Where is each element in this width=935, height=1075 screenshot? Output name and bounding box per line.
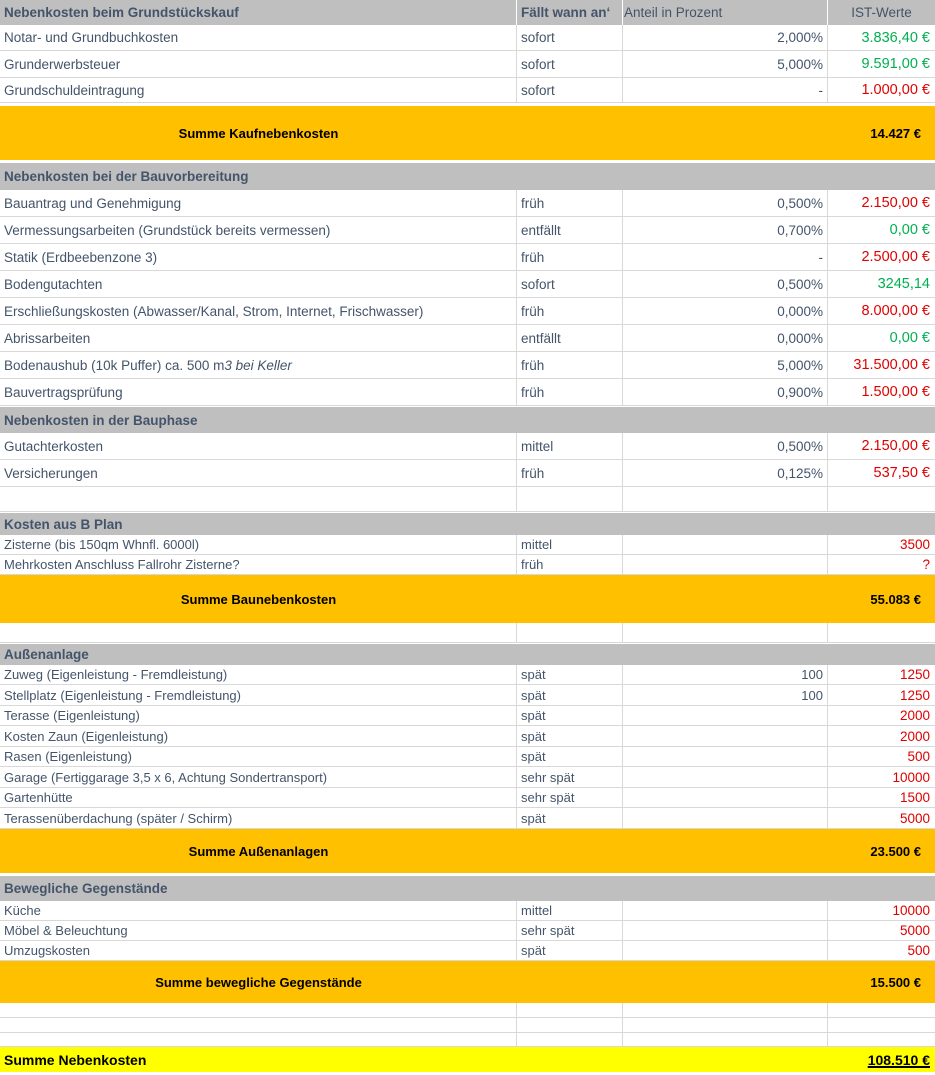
empty-cell[interactable] — [828, 1003, 935, 1017]
cell-value[interactable]: 3500 — [899, 537, 930, 552]
cell-timing[interactable]: sehr spät — [517, 921, 623, 940]
empty-cell[interactable] — [828, 623, 935, 642]
cell-label[interactable] — [0, 51, 517, 77]
cell-value[interactable]: 1.000,00 € — [861, 82, 930, 98]
summary-row — [0, 106, 935, 160]
cell-label-text: Kosten Zaun (Eigenleistung) — [4, 728, 169, 744]
empty-cell[interactable] — [0, 1033, 517, 1046]
cell-label-text: Abrissarbeiten — [4, 330, 91, 346]
summary-label[interactable]: Summe Baunebenkosten — [180, 591, 337, 607]
cell-value[interactable]: 1250 — [899, 687, 930, 703]
cell-label[interactable] — [0, 379, 517, 405]
empty-row — [0, 1018, 935, 1033]
section-title[interactable]: Außenanlage — [4, 647, 89, 662]
table-row — [0, 901, 935, 921]
cell-timing[interactable]: früh — [517, 460, 623, 486]
table-row — [0, 726, 935, 747]
empty-cell[interactable] — [828, 1018, 935, 1032]
cell-label[interactable] — [0, 190, 517, 216]
cell-label[interactable] — [0, 325, 517, 351]
cell-label-text: Grunderwerbsteuer — [4, 56, 121, 72]
column-header-row — [0, 0, 935, 25]
cell-label[interactable] — [0, 535, 517, 554]
section-header — [0, 162, 935, 190]
cell-label[interactable] — [0, 941, 517, 960]
section-header — [0, 643, 935, 665]
table-row — [0, 665, 935, 685]
table-row — [0, 941, 935, 961]
cell-label-text: Notar- und Grundbuchkosten — [4, 30, 179, 45]
grand-total-label[interactable]: Summe Nebenkosten — [4, 1051, 147, 1068]
col-header-item[interactable]: Nebenkosten beim Grundstückskauf — [0, 0, 517, 25]
cell-label-text: Statik (Erdbeebenzone 3) — [4, 249, 158, 265]
table-row — [0, 244, 935, 271]
cell-timing[interactable]: früh — [517, 379, 623, 405]
table-row — [0, 767, 935, 788]
empty-cell[interactable] — [517, 1018, 623, 1032]
table-row — [0, 685, 935, 706]
cell-label[interactable] — [0, 352, 517, 378]
cell-label[interactable] — [0, 808, 517, 828]
table-row — [0, 379, 935, 406]
cell-label[interactable] — [0, 788, 517, 807]
empty-cell[interactable] — [0, 1003, 517, 1017]
cell-label-text: Versicherungen — [4, 465, 98, 481]
summary-label[interactable]: Summe bewegliche Gegenstände — [155, 974, 362, 990]
cell-value[interactable]: 2.150,00 € — [861, 438, 930, 454]
cell-percent[interactable]: 100 — [623, 685, 828, 705]
table-row — [0, 78, 935, 103]
cell-percent[interactable] — [623, 535, 828, 554]
summary-label[interactable]: Summe Kaufnebenkosten — [178, 125, 339, 141]
cell-timing[interactable]: spät — [517, 665, 623, 684]
cell-value[interactable]: 9.591,00 € — [861, 56, 930, 72]
empty-cell[interactable] — [517, 1033, 623, 1046]
table-row — [0, 271, 935, 298]
cell-label[interactable] — [0, 433, 517, 459]
section-title[interactable]: Bewegliche Gegenstände — [4, 881, 168, 896]
cell-percent[interactable]: 0,900% — [623, 379, 828, 405]
table-row — [0, 747, 935, 767]
empty-cell[interactable] — [623, 487, 828, 511]
cell-timing[interactable]: spät — [517, 726, 623, 746]
cell-label-text: Vermessungsarbeiten (Grundstück bereits vermessen) — [4, 222, 331, 238]
section-header — [0, 406, 935, 433]
cell-value[interactable]: 500 — [907, 943, 930, 958]
cell-label-text: Grundschuldeintragung — [4, 82, 145, 98]
cell-label-text: Zisterne (bis 150qm Whnfl. 6000l) — [4, 537, 200, 552]
empty-cell[interactable] — [623, 1018, 828, 1032]
table-row — [0, 555, 935, 575]
empty-cell[interactable] — [623, 1033, 828, 1046]
cell-value[interactable]: 2000 — [899, 728, 930, 744]
cell-value[interactable]: 2.150,00 € — [861, 195, 930, 211]
cell-percent[interactable]: 0,500% — [623, 271, 828, 297]
table-row — [0, 460, 935, 487]
cell-label-text: Stellplatz (Eigenleistung - Fremdleistung) — [4, 687, 241, 703]
cell-percent[interactable]: 0,500% — [623, 190, 828, 216]
table-row — [0, 217, 935, 244]
cell-label[interactable] — [0, 726, 517, 746]
summary-label[interactable]: Summe Außenanlagen — [188, 843, 329, 859]
table-row — [0, 298, 935, 325]
empty-cell[interactable] — [0, 1018, 517, 1032]
cell-label-text: Erschließungskosten (Abwasser/Kanal, Strom, Internet, Frischwasser) — [4, 303, 424, 319]
empty-cell[interactable] — [0, 487, 517, 511]
cell-timing[interactable]: früh — [517, 190, 623, 216]
cell-percent[interactable] — [623, 706, 828, 725]
cell-percent[interactable] — [623, 921, 828, 940]
cell-timing[interactable]: früh — [517, 298, 623, 324]
cell-label[interactable] — [0, 271, 517, 297]
section-title[interactable]: Kosten aus B Plan — [4, 516, 123, 532]
empty-cell[interactable] — [623, 623, 828, 642]
table-row — [0, 808, 935, 829]
cell-label[interactable] — [0, 767, 517, 787]
cell-percent[interactable]: 5,000% — [623, 352, 828, 378]
cell-label-text: Bauantrag und Genehmigung — [4, 195, 182, 211]
empty-row — [0, 1003, 935, 1018]
cell-percent[interactable]: 5,000% — [623, 51, 828, 77]
cell-value[interactable]: 2.500,00 € — [861, 249, 930, 265]
cell-label-text: Bodenaushub (10k Puffer) ca. 500 m — [4, 357, 225, 373]
summary-row — [0, 829, 935, 873]
cell-timing[interactable]: früh — [517, 352, 623, 378]
table-row — [0, 921, 935, 941]
cell-label[interactable] — [0, 901, 517, 920]
empty-row — [0, 487, 935, 512]
cell-label-text: Bodengutachten — [4, 276, 103, 292]
cell-value[interactable]: 8.000,00 € — [861, 303, 930, 319]
summary-value[interactable]: 55.083 € — [870, 591, 921, 607]
cell-percent[interactable] — [623, 941, 828, 960]
cell-label[interactable] — [0, 217, 517, 243]
empty-row — [0, 623, 935, 643]
cell-label-text: Gutachterkosten — [4, 438, 104, 454]
cell-label[interactable] — [0, 706, 517, 725]
cell-percent[interactable]: 2,000% — [623, 25, 828, 50]
cell-value[interactable]: 3.836,40 € — [861, 29, 930, 46]
cell-timing[interactable]: spät — [517, 747, 623, 766]
cell-label[interactable] — [0, 244, 517, 270]
section-title[interactable]: Nebenkosten in der Bauphase — [4, 412, 198, 428]
cell-timing[interactable]: sehr spät — [517, 788, 623, 807]
cell-percent[interactable]: - — [623, 244, 828, 270]
table-row — [0, 706, 935, 726]
cell-value[interactable]: 5000 — [899, 923, 930, 938]
table-row — [0, 325, 935, 352]
cell-timing[interactable]: entfällt — [517, 217, 623, 243]
cell-label-text: Garage (Fertiggarage 3,5 x 6, Achtung Sondertransport) — [4, 769, 328, 785]
cell-value[interactable]: 2000 — [899, 708, 930, 723]
empty-cell[interactable] — [828, 1033, 935, 1046]
cell-percent[interactable] — [623, 808, 828, 828]
cell-label[interactable] — [0, 555, 517, 574]
empty-cell[interactable] — [517, 487, 623, 511]
empty-cell[interactable] — [623, 1003, 828, 1017]
cell-value[interactable]: 500 — [907, 749, 930, 764]
cell-percent[interactable] — [623, 555, 828, 574]
cell-value[interactable]: 5000 — [899, 810, 930, 826]
cell-percent[interactable] — [623, 726, 828, 746]
cell-label-text: Terasse (Eigenleistung) — [4, 708, 140, 723]
table-row — [0, 25, 935, 51]
cell-timing[interactable]: spät — [517, 941, 623, 960]
cell-timing[interactable]: früh — [517, 555, 623, 574]
cell-percent[interactable]: 100 — [623, 665, 828, 684]
summary-value[interactable]: 23.500 € — [870, 843, 921, 859]
cell-percent[interactable]: 0,000% — [623, 325, 828, 351]
cell-value[interactable]: 537,50 € — [873, 465, 930, 481]
cell-timing[interactable]: spät — [517, 808, 623, 828]
table-row — [0, 788, 935, 808]
cell-timing[interactable]: mittel — [517, 433, 623, 459]
table-row — [0, 190, 935, 217]
cell-percent[interactable] — [623, 901, 828, 920]
cell-percent[interactable]: - — [623, 78, 828, 102]
table-row — [0, 51, 935, 78]
cell-timing[interactable]: früh — [517, 244, 623, 270]
cell-label[interactable] — [0, 25, 517, 50]
cell-percent[interactable] — [623, 747, 828, 766]
cell-timing[interactable]: sofort — [517, 25, 623, 50]
cell-label[interactable] — [0, 921, 517, 940]
cell-label-text: Gartenhütte — [4, 790, 73, 805]
empty-cell[interactable] — [0, 623, 517, 642]
cell-timing[interactable]: sofort — [517, 271, 623, 297]
cell-label[interactable] — [0, 460, 517, 486]
table-row — [0, 535, 935, 555]
cell-percent[interactable]: 0,500% — [623, 433, 828, 459]
cell-label[interactable] — [0, 298, 517, 324]
empty-cell[interactable] — [517, 1003, 623, 1017]
cell-label-text: Bauvertragsprüfung — [4, 384, 123, 400]
section-title[interactable]: Nebenkosten bei der Bauvorbereitung — [4, 169, 249, 184]
cell-label[interactable] — [0, 685, 517, 705]
cell-value[interactable]: 1500 — [899, 790, 930, 805]
summary-value[interactable]: 15.500 € — [870, 974, 921, 990]
cell-label-text: Möbel & Beleuchtung — [4, 923, 128, 938]
section-header — [0, 512, 935, 535]
cell-label[interactable] — [0, 747, 517, 766]
cell-label-text: Rasen (Eigenleistung) — [4, 749, 132, 764]
grand-total-row — [0, 1047, 935, 1072]
col-header-percent[interactable]: Anteil in Prozent — [623, 0, 828, 25]
col-header-timing[interactable]: Fällt wann an‘ — [517, 0, 623, 25]
cell-label[interactable] — [0, 665, 517, 684]
cell-percent[interactable]: 0,125% — [623, 460, 828, 486]
cell-percent[interactable] — [623, 767, 828, 787]
cell-label-text: Zuweg (Eigenleistung - Fremdleistung) — [4, 667, 228, 682]
cell-label-text: Umzugskosten — [4, 943, 90, 958]
summary-value[interactable]: 14.427 € — [870, 125, 921, 141]
cell-value[interactable]: 0,00 € — [889, 330, 930, 346]
table-row — [0, 352, 935, 379]
cell-percent[interactable]: 0,000% — [623, 298, 828, 324]
cell-value[interactable]: 10000 — [892, 903, 930, 918]
cell-timing[interactable]: mittel — [517, 535, 623, 554]
cell-value[interactable]: 3245,14 — [877, 276, 930, 292]
cell-label-text: Terassenüberdachung (später / Schirm) — [4, 810, 233, 826]
cell-label[interactable] — [0, 78, 517, 102]
cell-value[interactable]: ? — [922, 557, 930, 572]
cell-value[interactable]: 1250 — [899, 667, 930, 682]
cell-value[interactable]: 0,00 € — [889, 222, 930, 238]
section-header — [0, 875, 935, 901]
cell-timing[interactable]: entfällt — [517, 325, 623, 351]
col-header-values[interactable]: IST-Werte — [851, 5, 912, 20]
summary-row — [0, 575, 935, 623]
cell-value[interactable]: 1.500,00 € — [861, 384, 930, 400]
cell-timing[interactable]: spät — [517, 706, 623, 725]
cell-value[interactable]: 31.500,00 € — [853, 357, 930, 373]
grand-total-value[interactable]: 108.510 € — [867, 1051, 930, 1068]
empty-cell[interactable] — [517, 623, 623, 642]
cell-label-text: Mehrkosten Anschluss Fallrohr Zisterne? — [4, 557, 240, 572]
cell-percent[interactable]: 0,700% — [623, 217, 828, 243]
empty-row — [0, 1033, 935, 1047]
cell-label-text: Küche — [4, 903, 41, 918]
cell-label-italic-text: 3 bei Keller — [224, 357, 292, 373]
table-row — [0, 433, 935, 460]
cell-timing[interactable]: mittel — [517, 901, 623, 920]
cell-timing[interactable]: sofort — [517, 51, 623, 77]
cell-timing[interactable]: sehr spät — [517, 767, 623, 787]
cell-value[interactable]: 10000 — [892, 769, 930, 785]
empty-cell[interactable] — [828, 487, 935, 511]
cell-percent[interactable] — [623, 788, 828, 807]
cell-timing[interactable]: sofort — [517, 78, 623, 102]
summary-row — [0, 961, 935, 1003]
cell-timing[interactable]: spät — [517, 685, 623, 705]
